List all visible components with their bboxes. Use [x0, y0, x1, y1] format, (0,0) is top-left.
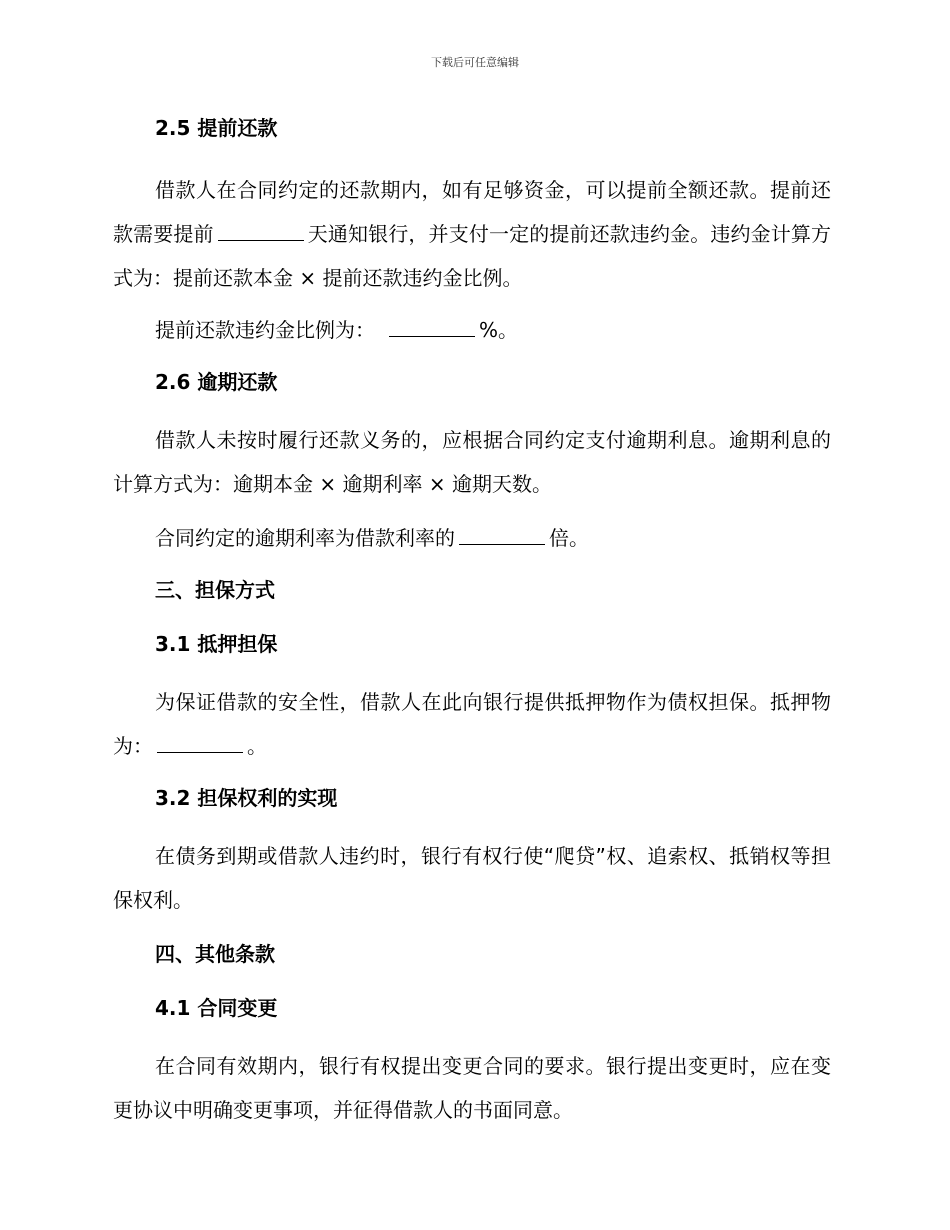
chapter-3-title: 三、担保方式 — [155, 578, 275, 602]
section-3-1-paragraph — [113, 680, 831, 768]
section-2-5-paragraph — [113, 168, 831, 300]
section-2-6-title: 2.6 逾期还款 — [155, 370, 278, 394]
percent-suffix: %。 — [479, 318, 519, 342]
collateral-text: 为保证借款的安全性，借款人在此向银行提供抵押物作为债权担保。抵押物为： — [113, 690, 831, 758]
times-suffix: 倍。 — [549, 526, 589, 550]
overdue-rate-label: 合同约定的逾期利率为借款利率的 — [155, 526, 455, 550]
overdue-rate-paragraph — [113, 516, 831, 560]
section-3-1-title: 3.1 抵押担保 — [155, 632, 278, 656]
page-header-note: 下载后可任意编辑 — [431, 56, 519, 69]
notice-days-blank[interactable] — [218, 218, 304, 241]
section-4-1-paragraph: 在合同有效期内，银行有权提出变更合同的要求。银行提出变更时，应在变更协议中明确变更事项，并征得借款人的书面同意。 — [113, 1054, 831, 1122]
section-4-1-title: 4.1 合同变更 — [155, 996, 278, 1020]
collateral-blank[interactable] — [157, 730, 243, 753]
penalty-ratio-blank[interactable] — [389, 314, 475, 337]
penalty-ratio-paragraph — [113, 308, 831, 352]
prepayment-text-2: 天通知银行，并支付一定的提前还款违约金。违约金计算方式为：提前还款本金 × 提前还款违约金比例。 — [113, 222, 832, 290]
penalty-ratio-label: 提前还款违约金比例为： — [155, 318, 375, 342]
prepayment-text-1: 借款人在合同约定的还款期内，如有足够资金，可以提前全额还款。提前还款需要提前 — [113, 178, 831, 246]
collateral-suffix: 。 — [247, 734, 267, 758]
chapter-4-title: 四、其他条款 — [155, 942, 275, 966]
overdue-multiplier-blank[interactable] — [459, 522, 545, 545]
section-2-5-title: 2.5 提前还款 — [155, 116, 278, 140]
section-3-2-title: 3.2 担保权利的实现 — [155, 786, 338, 810]
document-body — [113, 112, 831, 1132]
section-2-6-paragraph: 借款人未按时履行还款义务的，应根据合同约定支付逾期利息。逾期利息的计算方式为：逾期本金 × 逾期利率 × 逾期天数。 — [113, 428, 831, 496]
section-3-2-paragraph: 在债务到期或借款人违约时，银行有权行使“爬贷”权、追索权、抵销权等担保权利。 — [113, 844, 831, 912]
